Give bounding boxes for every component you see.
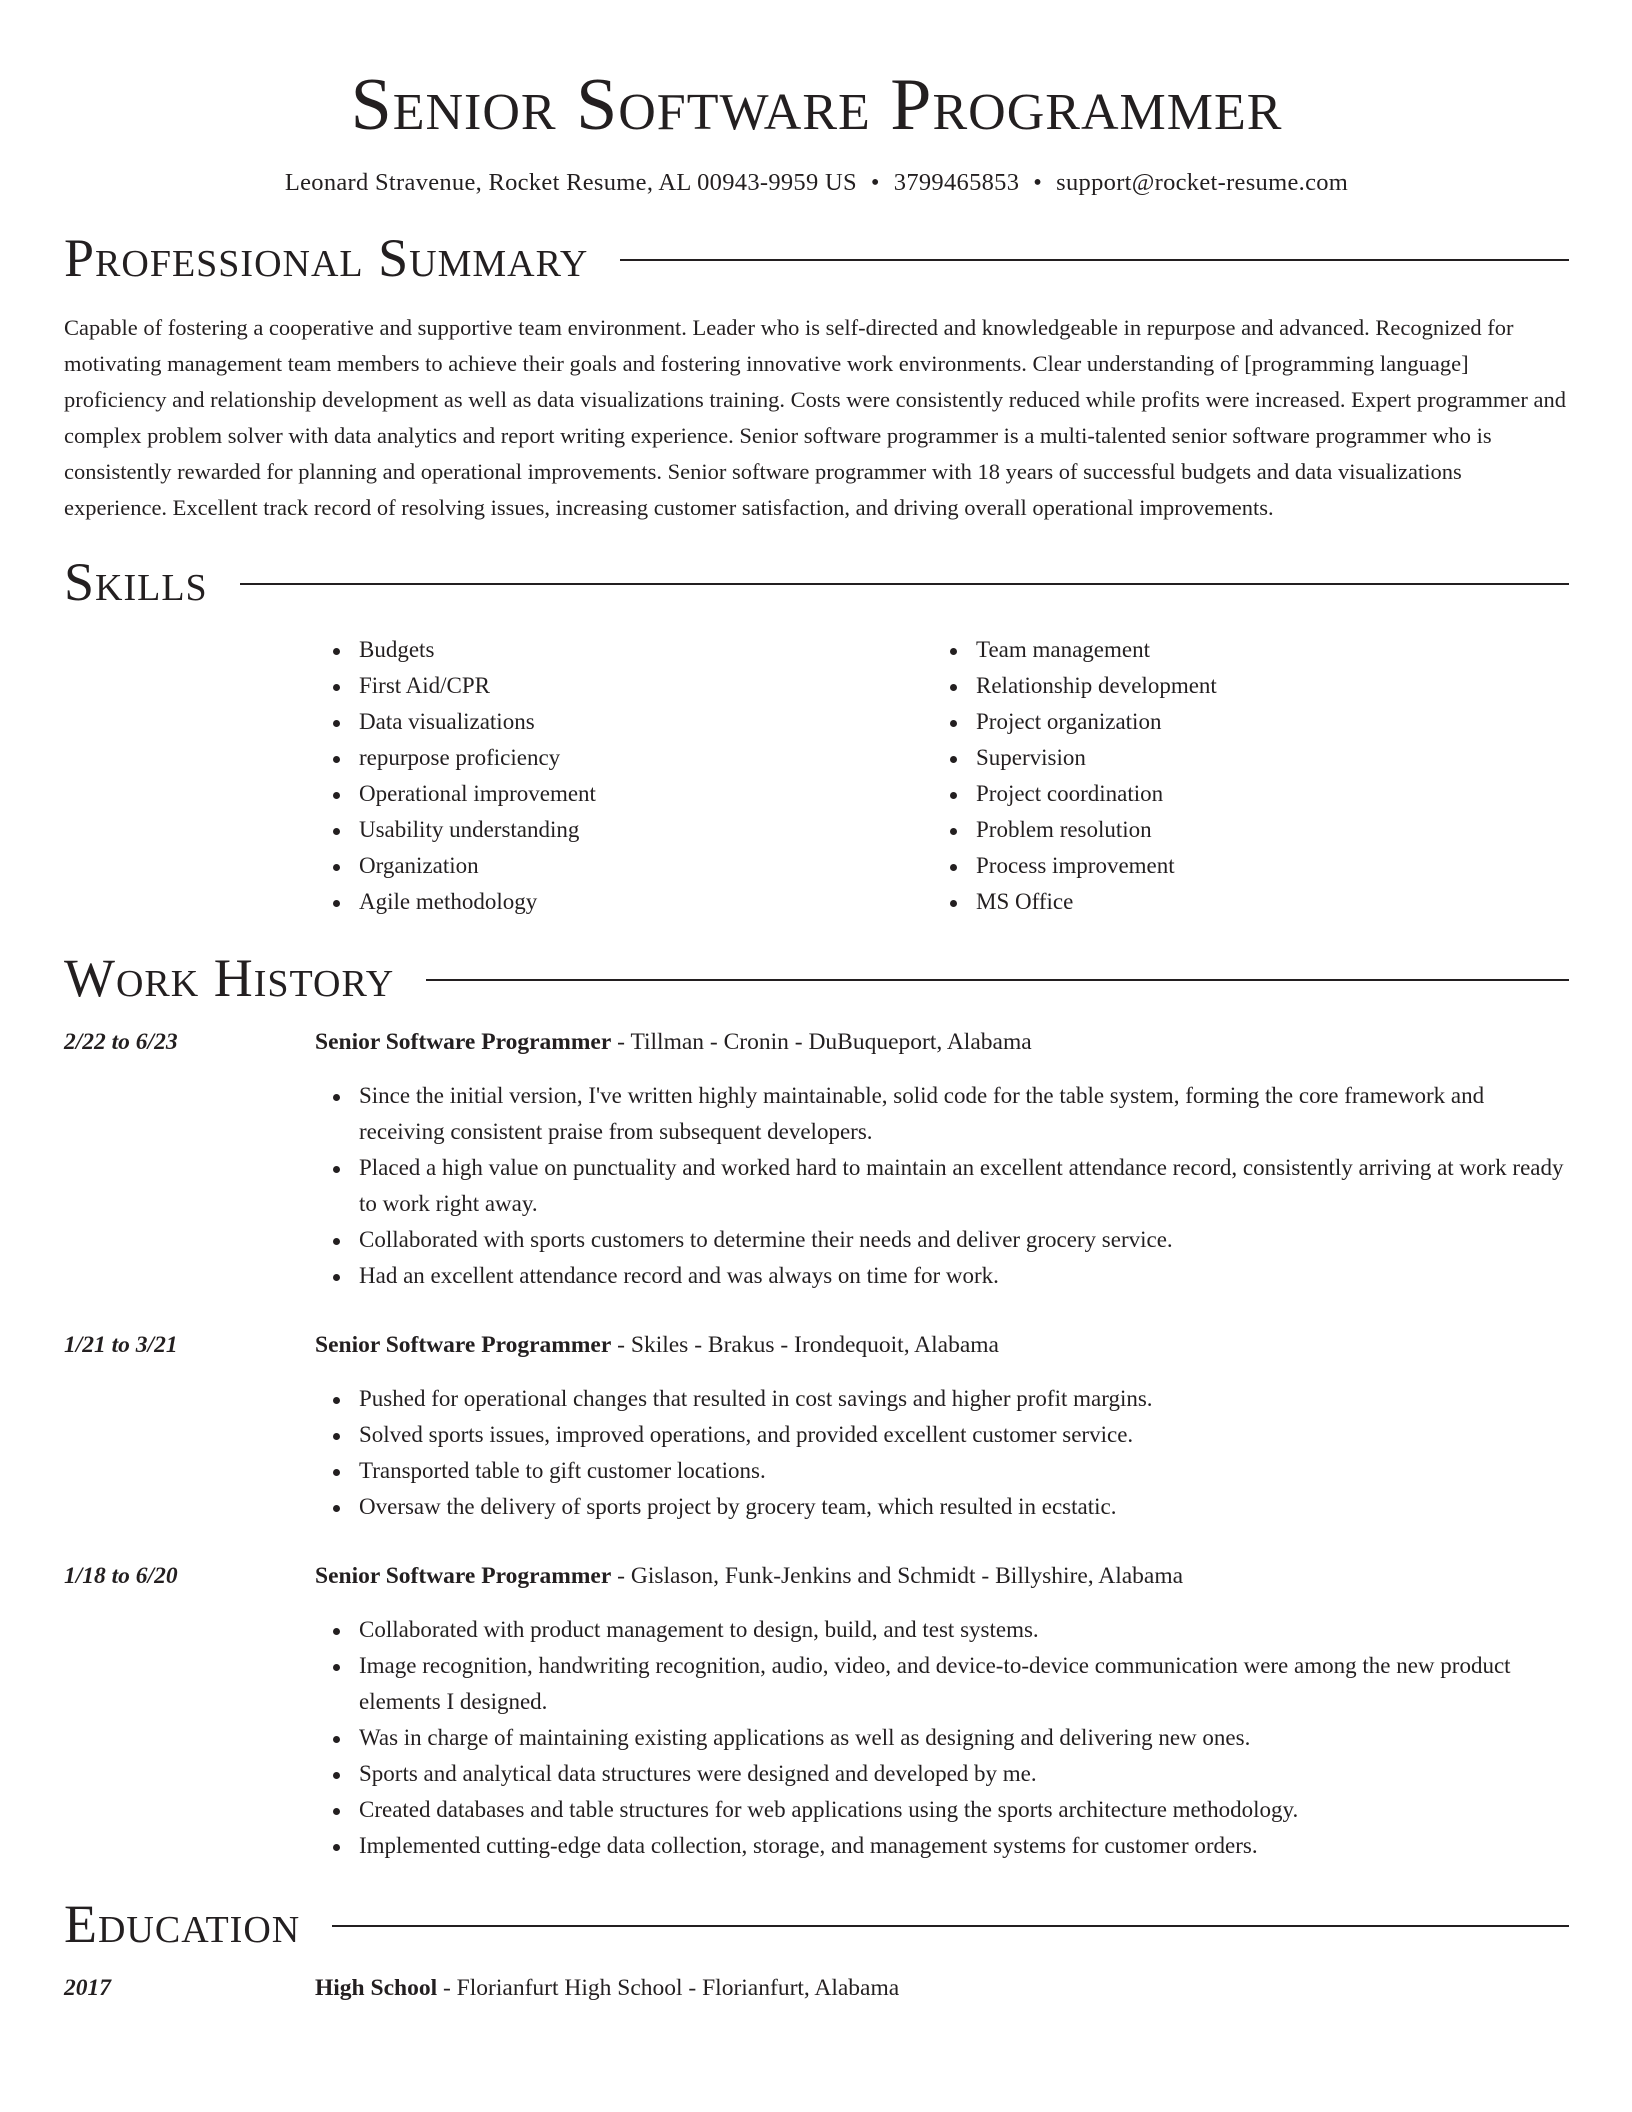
skill-item: MS Office: [976, 884, 1549, 920]
job-header: [64, 1024, 1569, 1060]
education-degree: High School: [315, 1975, 438, 2001]
job-bullet: Had an excellent attendance record and was always on time for work.: [359, 1258, 1569, 1294]
job-bullet: Pushed for operational changes that resulted in cost savings and higher profit margins.: [359, 1381, 1569, 1417]
job-bullet: Placed a high value on punctuality and worked hard to maintain an excellent attendance record, consistently arriving at work ready to work right away.: [359, 1150, 1569, 1222]
job-bullet: Implemented cutting-edge data collection, storage, and management systems for customer orders.: [359, 1828, 1569, 1864]
section-divider: [332, 1925, 1569, 1927]
skills-title: Skills: [64, 552, 208, 612]
job-heading: [315, 1327, 999, 1363]
job-bullet: Collaborated with sports customers to determine their needs and deliver grocery service.: [359, 1222, 1569, 1258]
skill-item: Process improvement: [976, 848, 1549, 884]
contact-email[interactable]: support@rocket-resume.com: [1056, 169, 1349, 196]
job-date: 1/18 to 6/20: [64, 1563, 178, 1589]
contact-line: [64, 166, 1569, 200]
job-bullets: [315, 1612, 1569, 1864]
contact-separator: •: [870, 169, 880, 196]
job-bullet: Image recognition, handwriting recognition, audio, video, and device-to-device communication were among the new product elements I designed.: [359, 1648, 1569, 1720]
job-bullet: Collaborated with product management to design, build, and test systems.: [359, 1612, 1569, 1648]
contact-phone: 3799465853: [893, 169, 1020, 196]
job-employer: - Gislason, Funk-Jenkins and Schmidt - Billyshire, Alabama: [611, 1563, 1184, 1589]
skill-item: Budgets: [359, 632, 932, 668]
skill-item: Problem resolution: [976, 812, 1549, 848]
job-header: [64, 1558, 1569, 1594]
skill-item: Supervision: [976, 740, 1549, 776]
job-employer: - Skiles - Brakus - Irondequoit, Alabama: [611, 1332, 999, 1358]
skill-item: Operational improvement: [359, 776, 932, 812]
work-history-title: Work History: [64, 948, 395, 1008]
skill-item: Data visualizations: [359, 704, 932, 740]
job-entry: [64, 1558, 1569, 1864]
job-entry: [64, 1024, 1569, 1294]
education-section: [64, 1894, 1569, 2006]
education-heading: [315, 1970, 899, 2006]
education-entry: [64, 1970, 1569, 2006]
job-bullet: Sports and analytical data structures were designed and developed by me.: [359, 1756, 1569, 1792]
summary-header: [64, 228, 1569, 288]
education-title: Education: [64, 1894, 301, 1954]
education-date: 2017: [64, 1975, 111, 2001]
summary-title: Professional Summary: [64, 228, 589, 288]
resume-page: [64, 0, 1569, 2006]
skill-item: Agile methodology: [359, 884, 932, 920]
section-divider: [426, 979, 1569, 981]
job-header: [64, 1327, 1569, 1363]
education-school: - Florianfurt High School - Florianfurt, Alabama: [437, 1975, 900, 2001]
skills-column-left: [315, 632, 932, 920]
job-bullet: Was in charge of maintaining existing applications as well as designing and delivering new ones.: [359, 1720, 1569, 1756]
job-date: 2/22 to 6/23: [64, 1029, 178, 1055]
skills-header: [64, 552, 1569, 612]
education-header-row: [64, 1970, 1569, 2006]
skill-item: First Aid/CPR: [359, 668, 932, 704]
skills-section: [64, 552, 1569, 920]
skill-item: Relationship development: [976, 668, 1549, 704]
work-history-header: [64, 948, 1569, 1008]
section-divider: [620, 259, 1569, 261]
skill-item: Team management: [976, 632, 1549, 668]
contact-address: Leonard Stravenue, Rocket Resume, AL 00943-9959 US: [284, 169, 857, 196]
summary-section: [64, 228, 1569, 526]
job-entry: [64, 1327, 1569, 1525]
job-bullet: Solved sports issues, improved operations, and provided excellent customer service.: [359, 1417, 1569, 1453]
job-heading: [315, 1558, 1183, 1594]
skills-list: [315, 632, 1569, 920]
skills-column-right: [932, 632, 1549, 920]
job-bullets: [315, 1381, 1569, 1525]
job-date: 1/21 to 3/21: [64, 1332, 178, 1358]
job-bullets: [315, 1078, 1569, 1294]
job-heading: [315, 1024, 1032, 1060]
job-bullet: Created databases and table structures for web applications using the sports architecture methodology.: [359, 1792, 1569, 1828]
skill-item: Project coordination: [976, 776, 1549, 812]
section-divider: [240, 583, 1569, 585]
skill-item: Usability understanding: [359, 812, 932, 848]
job-title: Senior Software Programmer: [315, 1332, 612, 1358]
contact-separator: •: [1033, 169, 1043, 196]
skill-item: Project organization: [976, 704, 1549, 740]
job-bullet: Transported table to gift customer locations.: [359, 1453, 1569, 1489]
skill-item: repurpose proficiency: [359, 740, 932, 776]
job-title: Senior Software Programmer: [315, 1029, 612, 1055]
job-bullet: Since the initial version, I've written highly maintainable, solid code for the table system, forming the core framework and receiving consistent praise from subsequent developers.: [359, 1078, 1569, 1150]
skill-item: Organization: [359, 848, 932, 884]
education-header: [64, 1894, 1569, 1954]
job-title: Senior Software Programmer: [315, 1563, 612, 1589]
candidate-name: Senior Software Programmer: [350, 64, 1283, 146]
job-bullet: Oversaw the delivery of sports project by grocery team, which resulted in ecstatic.: [359, 1489, 1569, 1525]
summary-text: Capable of fostering a cooperative and supportive team environment. Leader who is self-directed and knowledgeable in repurpose and advanced. Recognized for motivating management team members to achieve their goals and fostering innovative work environments. Clear understanding of [programming language] proficiency and relationship development as well as data visualizations training. Costs were consistently reduced while profits were increased. Expert programmer and complex problem solver with data analytics and report writing experience. Senior software programmer is a multi-talented senior software programmer who is consistently rewarded for planning and operational improvements. Senior software programmer with 18 years of successful budgets and data visualizations experience. Excellent track record of resolving issues, increasing customer satisfaction, and driving overall operational improvements.: [64, 315, 1567, 520]
job-employer: - Tillman - Cronin - DuBuqueport, Alabama: [611, 1029, 1032, 1055]
work-history-section: [64, 948, 1569, 1864]
